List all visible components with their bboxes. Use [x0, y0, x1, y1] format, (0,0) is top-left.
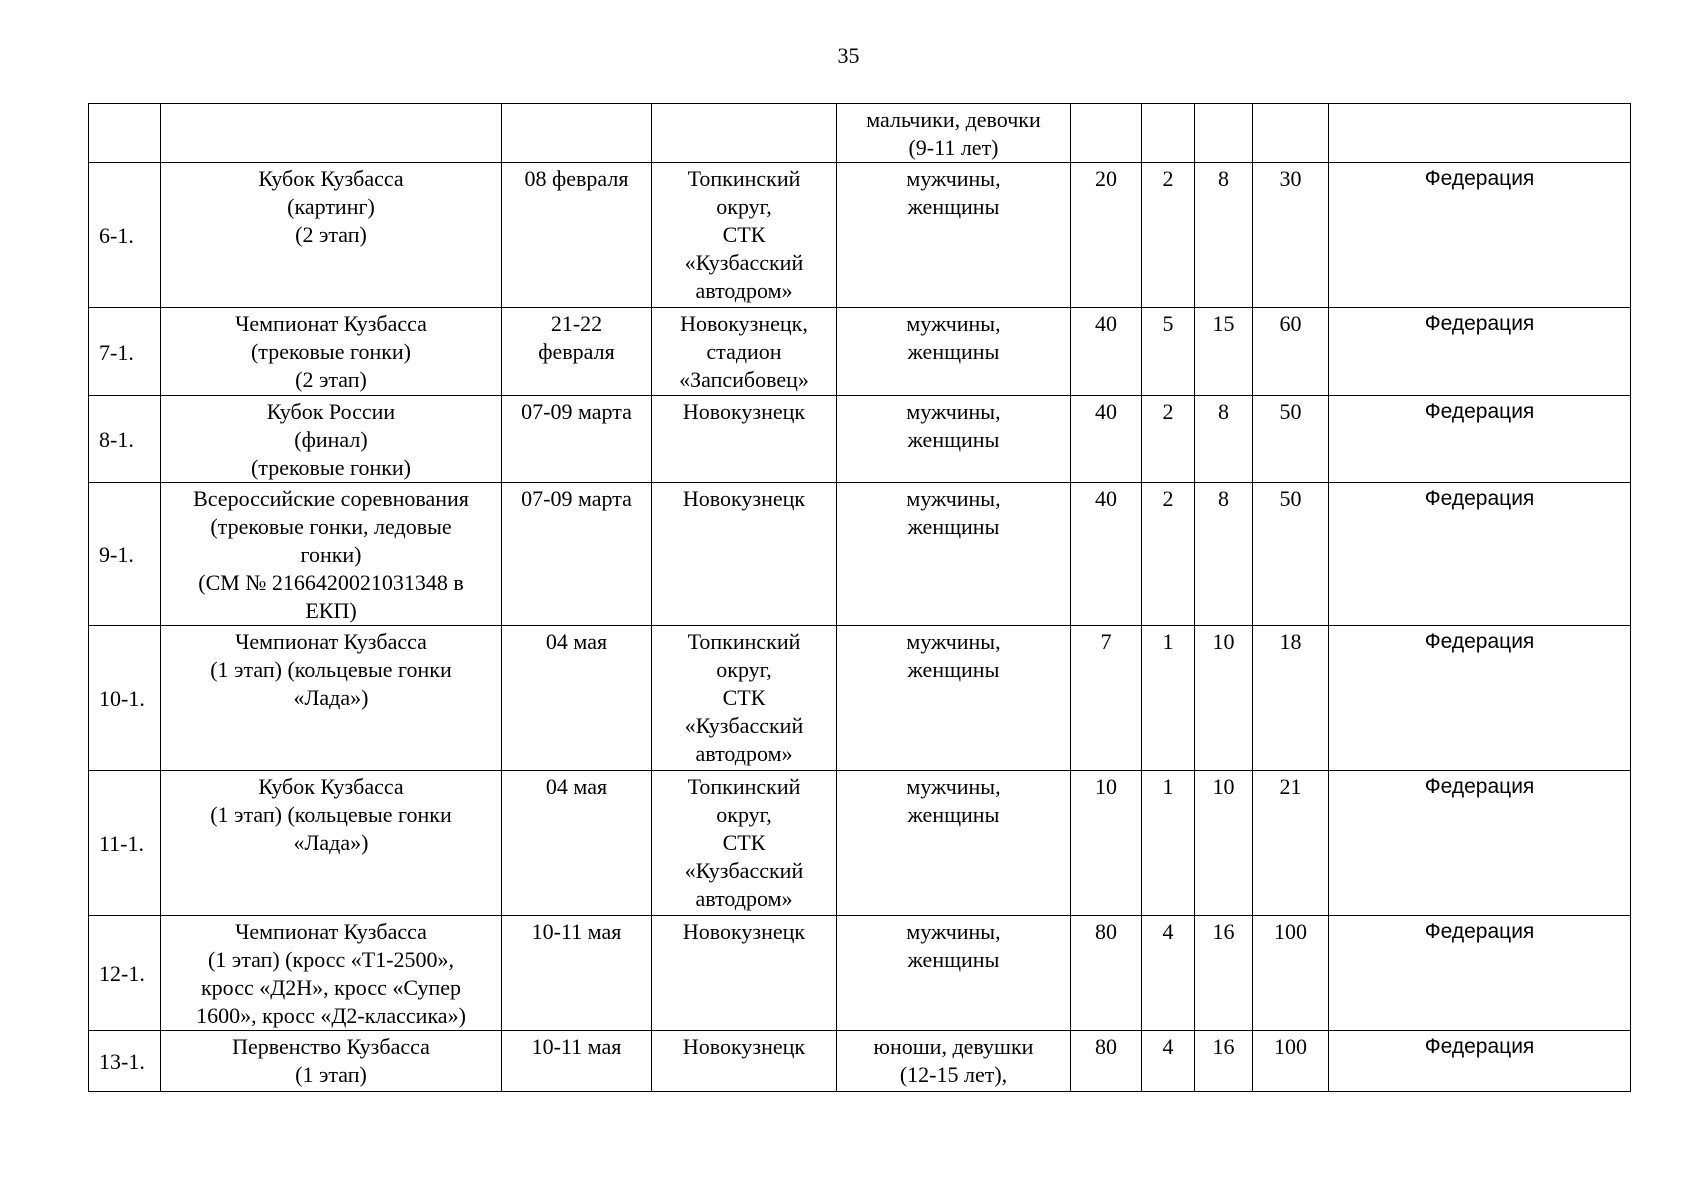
participants-cell: мужчины, женщины [837, 483, 1071, 626]
events-table-body [89, 104, 1631, 1092]
organizer-cell: Федерация [1329, 916, 1631, 1031]
count-cell-3: 8 [1195, 396, 1253, 483]
organizer-cell: Федерация [1329, 626, 1631, 771]
count-cell-total: 100 [1253, 1031, 1329, 1092]
count-cell-2: 2 [1142, 396, 1195, 483]
count-cell-3: 8 [1195, 483, 1253, 626]
count-cell-2: 2 [1142, 483, 1195, 626]
event-date-cell: 08 февраля [502, 163, 652, 308]
count-cell-1 [1071, 104, 1142, 163]
count-cell-1: 40 [1071, 308, 1142, 396]
participants-cell: мужчины, женщины [837, 771, 1071, 916]
count-cell-2 [1142, 104, 1195, 163]
organizer-cell: Федерация [1329, 771, 1631, 916]
event-date-cell: 04 мая [502, 771, 652, 916]
participants-cell: мужчины, женщины [837, 626, 1071, 771]
event-date-cell: 10-11 мая [502, 916, 652, 1031]
count-cell-total [1253, 104, 1329, 163]
table-row [89, 771, 1631, 916]
table-row [89, 308, 1631, 396]
event-place-cell: Топкинский округ, СТК «Кузбасский автодром» [652, 163, 837, 308]
organizer-cell: Федерация [1329, 308, 1631, 396]
participants-cell: мужчины, женщины [837, 396, 1071, 483]
count-cell-1: 10 [1071, 771, 1142, 916]
participants-cell: мужчины, женщины [837, 308, 1071, 396]
table-row [89, 1031, 1631, 1092]
count-cell-total: 50 [1253, 483, 1329, 626]
event-place-cell: Новокузнецк [652, 483, 837, 626]
event-place-cell [652, 104, 837, 163]
event-date-cell: 10-11 мая [502, 1031, 652, 1092]
event-number-cell [89, 104, 161, 163]
count-cell-2: 4 [1142, 1031, 1195, 1092]
event-place-cell: Новокузнецк [652, 916, 837, 1031]
event-number-cell: 6-1. [89, 163, 161, 308]
event-date-cell: 07-09 марта [502, 483, 652, 626]
organizer-cell: Федерация [1329, 483, 1631, 626]
organizer-cell: Федерация [1329, 396, 1631, 483]
count-cell-2: 2 [1142, 163, 1195, 308]
count-cell-total: 21 [1253, 771, 1329, 916]
participants-cell: мужчины, женщины [837, 163, 1071, 308]
count-cell-total: 100 [1253, 916, 1329, 1031]
event-name-cell [161, 104, 502, 163]
event-place-cell: Новокузнецк [652, 1031, 837, 1092]
event-name-cell: Первенство Кузбасса (1 этап) [161, 1031, 502, 1092]
count-cell-1: 20 [1071, 163, 1142, 308]
organizer-cell: Федерация [1329, 163, 1631, 308]
count-cell-total: 30 [1253, 163, 1329, 308]
count-cell-3: 10 [1195, 626, 1253, 771]
event-number-cell: 7-1. [89, 308, 161, 396]
count-cell-2: 5 [1142, 308, 1195, 396]
count-cell-2: 1 [1142, 771, 1195, 916]
table-row [89, 396, 1631, 483]
count-cell-3: 10 [1195, 771, 1253, 916]
table-row [89, 104, 1631, 163]
event-date-cell: 04 мая [502, 626, 652, 771]
count-cell-3: 8 [1195, 163, 1253, 308]
event-name-cell: Кубок России (финал) (трековые гонки) [161, 396, 502, 483]
events-table [88, 103, 1631, 1092]
count-cell-3: 16 [1195, 916, 1253, 1031]
count-cell-3: 16 [1195, 1031, 1253, 1092]
table-row [89, 916, 1631, 1031]
count-cell-3: 15 [1195, 308, 1253, 396]
event-date-cell: 07-09 марта [502, 396, 652, 483]
count-cell-total: 50 [1253, 396, 1329, 483]
organizer-cell: Федерация [1329, 1031, 1631, 1092]
event-place-cell: Новокузнецк [652, 396, 837, 483]
event-name-cell: Кубок Кузбасса (1 этап) (кольцевые гонки «Лада») [161, 771, 502, 916]
event-number-cell: 12-1. [89, 916, 161, 1031]
organizer-cell [1329, 104, 1631, 163]
count-cell-2: 1 [1142, 626, 1195, 771]
count-cell-1: 40 [1071, 483, 1142, 626]
event-date-cell [502, 104, 652, 163]
count-cell-total: 60 [1253, 308, 1329, 396]
event-date-cell: 21-22 февраля [502, 308, 652, 396]
event-name-cell: Чемпионат Кузбасса (1 этап) (кольцевые гонки «Лада») [161, 626, 502, 771]
event-place-cell: Топкинский округ, СТК «Кузбасский автодром» [652, 626, 837, 771]
table-row [89, 626, 1631, 771]
count-cell-2: 4 [1142, 916, 1195, 1031]
count-cell-3 [1195, 104, 1253, 163]
event-place-cell: Топкинский округ, СТК «Кузбасский автодром» [652, 771, 837, 916]
participants-cell: мальчики, девочки (9-11 лет) [837, 104, 1071, 163]
event-name-cell: Всероссийские соревнования (трековые гонки, ледовые гонки) (СМ № 2166420021031348 в ЕКП) [161, 483, 502, 626]
count-cell-1: 80 [1071, 1031, 1142, 1092]
event-number-cell: 10-1. [89, 626, 161, 771]
event-name-cell: Чемпионат Кузбасса (трековые гонки) (2 этап) [161, 308, 502, 396]
count-cell-total: 18 [1253, 626, 1329, 771]
event-place-cell: Новокузнецк, стадион «Запсибовец» [652, 308, 837, 396]
count-cell-1: 40 [1071, 396, 1142, 483]
event-number-cell: 11-1. [89, 771, 161, 916]
table-row [89, 483, 1631, 626]
participants-cell: юноши, девушки (12-15 лет), [837, 1031, 1071, 1092]
count-cell-1: 80 [1071, 916, 1142, 1031]
participants-cell: мужчины, женщины [837, 916, 1071, 1031]
table-row [89, 163, 1631, 308]
event-name-cell: Чемпионат Кузбасса (1 этап) (кросс «Т1-2500», кросс «Д2Н», кросс «Супер 1600», кросс «Д2-классика») [161, 916, 502, 1031]
event-number-cell: 9-1. [89, 483, 161, 626]
event-number-cell: 8-1. [89, 396, 161, 483]
page-number: 35 [837, 43, 860, 68]
count-cell-1: 7 [1071, 626, 1142, 771]
event-number-cell: 13-1. [89, 1031, 161, 1092]
event-name-cell: Кубок Кузбасса (картинг) (2 этап) [161, 163, 502, 308]
